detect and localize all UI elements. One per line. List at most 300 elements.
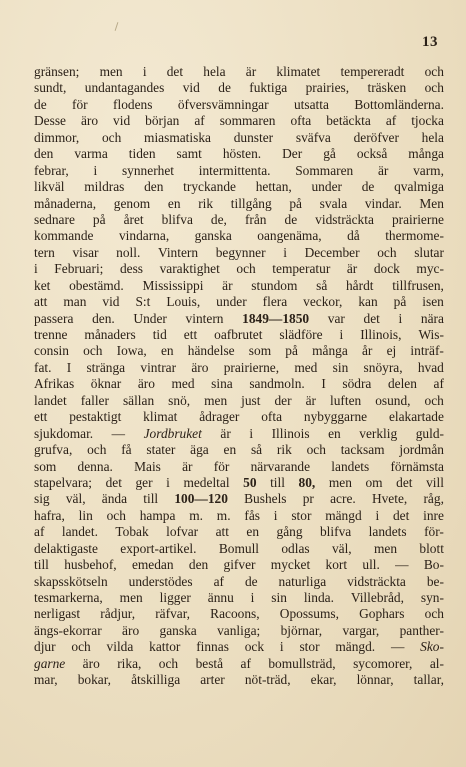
word: medeltal: [183, 474, 230, 490]
word: isen: [422, 294, 444, 310]
word: finnas: [196, 639, 229, 655]
word: sundt,: [34, 80, 67, 96]
word: hela: [421, 129, 444, 145]
word: ket: [34, 277, 51, 293]
word: Gophars: [359, 606, 405, 622]
word: hafra,: [34, 507, 65, 523]
word: en: [246, 524, 260, 540]
text-line: [34, 97, 444, 113]
word: och: [87, 442, 107, 458]
word: fuktiga: [249, 80, 288, 96]
word: många: [408, 146, 444, 162]
word: Bomull: [218, 540, 260, 556]
word: gifver: [223, 557, 256, 573]
word: tesmarkerna,: [34, 590, 103, 605]
word: panther-: [399, 622, 444, 638]
word: fat.: [34, 359, 52, 375]
word: tern: [34, 244, 55, 260]
word: kan: [358, 294, 378, 310]
word: sommaren: [219, 113, 276, 129]
word: af: [240, 655, 251, 671]
body-text: [34, 64, 444, 689]
word: stundom: [251, 277, 298, 293]
word: äro: [82, 655, 100, 671]
text-line: [34, 163, 444, 179]
word: Desse: [34, 113, 66, 129]
word: i: [273, 507, 278, 523]
word: Illinois,: [360, 327, 402, 342]
word: nerligast: [34, 606, 81, 622]
word: ofta: [290, 113, 312, 129]
text-line: [34, 311, 444, 327]
word: under: [216, 294, 247, 310]
word: genom: [113, 195, 151, 211]
word: guld-: [415, 425, 444, 441]
word: vilda: [106, 639, 134, 655]
word: ofta: [261, 409, 283, 425]
word: och: [377, 244, 397, 260]
word: den: [144, 179, 164, 195]
word: ett: [34, 409, 48, 425]
word: sednare: [34, 211, 75, 227]
word: sandmoln.: [249, 376, 305, 392]
word: acre.: [330, 491, 356, 507]
word: kattor: [149, 639, 181, 655]
text-line: [34, 557, 444, 573]
word: men: [328, 474, 352, 490]
word: räfvar,: [155, 606, 190, 622]
word: arter: [200, 672, 225, 688]
word: och: [306, 442, 326, 458]
word: elakartade: [388, 409, 444, 425]
word: bestå: [195, 655, 224, 671]
word: der: [274, 392, 292, 408]
word: 80,: [298, 474, 316, 490]
word: jordmån: [399, 442, 444, 458]
word: stapelvara;: [34, 474, 92, 490]
text-line: [34, 261, 444, 277]
word: man: [63, 294, 87, 310]
word: febrar,: [34, 162, 69, 178]
word: i: [142, 64, 147, 79]
word: är: [346, 261, 358, 277]
word: med: [171, 376, 195, 392]
word: tacksam: [340, 442, 385, 458]
word: hösten.: [222, 146, 262, 162]
word: linda.: [303, 590, 334, 605]
word: prairierne: [391, 211, 444, 227]
word: intermittenta.: [198, 162, 271, 178]
word: Jordbruket: [143, 425, 202, 441]
word: den: [188, 557, 209, 573]
word: rik: [276, 442, 292, 458]
text-line: [34, 524, 444, 540]
word: från: [244, 211, 267, 227]
text-line: [34, 64, 444, 80]
word: noll.: [116, 244, 141, 260]
word: men: [119, 590, 143, 605]
word: odlas: [281, 540, 310, 556]
word: en: [223, 442, 237, 458]
word: prairies,: [305, 80, 350, 96]
word: i: [34, 261, 38, 277]
word: är: [245, 64, 257, 79]
word: just: [241, 392, 261, 408]
word: begynner: [215, 244, 266, 260]
word: Vintern: [157, 244, 199, 260]
text-line: [34, 196, 444, 212]
word: garne: [34, 655, 66, 671]
word: utsatta: [293, 96, 329, 112]
word: sin: [332, 359, 349, 375]
word: att: [34, 294, 48, 310]
word: ekar,: [310, 672, 337, 688]
page-number: 13: [422, 34, 438, 50]
text-line: [34, 278, 444, 294]
word: mycket: [270, 557, 311, 573]
word: den.: [92, 310, 115, 326]
word: i: [398, 310, 403, 326]
word: undantagandes: [84, 80, 165, 96]
word: lin: [78, 507, 93, 523]
word: Bo-: [423, 557, 444, 573]
word: af: [385, 113, 397, 129]
word: vidsträckta: [347, 573, 406, 589]
word: de,: [210, 211, 227, 227]
word: ett: [183, 327, 198, 342]
word: kommande: [34, 228, 94, 244]
text-line: [34, 245, 444, 261]
word: 100—120: [174, 491, 228, 507]
word: väl,: [331, 540, 352, 556]
word: det: [392, 507, 410, 523]
word: Sommaren: [295, 162, 354, 178]
word: år: [361, 343, 373, 359]
word: till: [270, 474, 285, 490]
word: obestämd.: [69, 277, 124, 293]
word: öfversvämningar: [177, 96, 269, 112]
word: S:t: [135, 294, 151, 310]
word: gränsen;: [34, 64, 80, 79]
word: är: [182, 458, 193, 474]
word: Under: [133, 310, 167, 326]
word: svala: [319, 195, 348, 211]
word: al-: [429, 655, 444, 671]
word: osund,: [375, 392, 411, 408]
word: af: [433, 376, 444, 392]
pencil-mark: [115, 22, 119, 31]
word: till: [143, 491, 159, 507]
word: på: [393, 294, 407, 310]
word: bokar,: [77, 672, 112, 688]
text-line: [34, 179, 444, 195]
word: tjocka: [411, 113, 444, 129]
word: luften: [329, 392, 362, 408]
word: landet: [34, 392, 67, 408]
word: sjukdomar.: [34, 425, 94, 441]
word: dock: [373, 261, 400, 277]
word: för-: [424, 524, 444, 540]
word: landet.: [61, 524, 98, 540]
text-line: [34, 475, 444, 491]
word: tid: [152, 327, 167, 342]
word: de: [34, 96, 47, 112]
word: export-artikel.: [120, 540, 197, 556]
word: tillgång: [230, 195, 272, 211]
word: delaktigaste: [34, 540, 98, 556]
word: i: [250, 590, 255, 605]
word: myc-: [416, 261, 444, 277]
word: är: [222, 277, 233, 293]
word: I: [321, 376, 326, 392]
text-line: [34, 80, 444, 96]
word: ända: [101, 491, 128, 507]
text-line: [34, 574, 444, 590]
word: Bottomländerna.: [354, 96, 444, 112]
text-line: [34, 541, 444, 557]
word: landets: [331, 458, 370, 474]
word: ger: [135, 474, 153, 490]
word: stor: [299, 639, 320, 655]
word: Mississippi: [142, 277, 204, 293]
word: kort: [325, 557, 348, 573]
word: 50: [243, 474, 257, 490]
word: December: [304, 244, 360, 260]
word: inträf-: [410, 343, 444, 359]
word: så: [316, 277, 328, 293]
word: en: [328, 425, 341, 441]
word: af: [213, 573, 224, 589]
word: Hvete,: [371, 491, 408, 507]
word: björnar,: [280, 622, 323, 638]
word: miasmatiska: [144, 129, 211, 145]
word: lofvar: [166, 524, 199, 540]
word: förnämsta: [390, 458, 444, 474]
word: vill: [426, 474, 444, 490]
word: Iowa,: [116, 343, 147, 359]
word: ganska: [159, 622, 197, 638]
word: det: [363, 310, 380, 326]
word: det: [105, 474, 122, 490]
word: så: [250, 442, 263, 458]
word: till: [34, 557, 49, 573]
word: på: [285, 343, 298, 359]
word: oafbrutet: [214, 327, 263, 342]
word: tempereradt: [340, 64, 405, 79]
word: Louis,: [166, 294, 201, 310]
word: blott: [419, 540, 444, 556]
word: Villebråd,: [350, 590, 404, 605]
word: consin: [34, 343, 69, 359]
word: närvarande: [250, 458, 311, 474]
word: också: [356, 146, 388, 162]
word: och: [101, 129, 122, 145]
word: de: [284, 211, 298, 227]
word: är: [305, 392, 316, 408]
word: i: [249, 425, 254, 441]
word: råg,: [423, 491, 444, 507]
word: —: [111, 425, 126, 441]
word: understödes: [128, 573, 193, 589]
word: sin: [271, 590, 287, 605]
word: sväfva: [295, 129, 331, 145]
word: i: [166, 474, 170, 490]
word: ännu: [207, 590, 234, 605]
word: be-: [426, 573, 444, 589]
word: i: [339, 327, 344, 342]
word: flera: [262, 294, 288, 310]
word: varm,: [413, 162, 444, 178]
word: en: [160, 343, 174, 359]
word: mängd: [325, 507, 362, 523]
text-line: [34, 656, 444, 672]
word: deröfver: [353, 129, 399, 145]
word: stater: [146, 442, 176, 458]
word: ull.: [362, 557, 380, 573]
word: nöt-träd,: [244, 672, 291, 688]
word: som: [248, 343, 272, 359]
word: händelse: [187, 343, 235, 359]
word: månaders: [84, 327, 136, 342]
word: 1849—1850: [242, 310, 310, 326]
word: vintern: [185, 310, 224, 326]
word: nära: [420, 310, 444, 326]
word: faller: [80, 392, 109, 408]
word: grufva,: [34, 442, 73, 458]
word: sig: [34, 491, 50, 507]
word: Bushels: [244, 491, 287, 507]
word: hårdt: [345, 277, 374, 293]
text-line: [34, 146, 444, 162]
word: ådrager: [199, 409, 240, 425]
word: passera: [34, 310, 74, 326]
word: visar: [72, 244, 99, 260]
word: landets: [368, 524, 407, 540]
text-line: [34, 294, 444, 310]
word: månaderna,: [34, 195, 97, 211]
word: om: [365, 474, 383, 490]
word: betäckta: [326, 113, 371, 129]
word: och: [83, 343, 103, 359]
word: rådjur,: [100, 606, 136, 622]
word: lönnar,: [356, 672, 394, 688]
word: de: [244, 573, 258, 589]
word: vindarna,: [118, 228, 170, 244]
word: tillfrusen,: [392, 277, 444, 293]
word: för: [72, 96, 88, 112]
word: veckor,: [303, 294, 343, 310]
word: pr: [302, 491, 314, 507]
word: och: [106, 507, 126, 523]
word: åtskilliga: [131, 672, 181, 688]
word: verklig: [359, 425, 398, 441]
text-line: [34, 459, 444, 475]
text-line: [34, 491, 444, 507]
word: inre: [423, 507, 444, 523]
word: det: [396, 474, 413, 490]
word: ock: [244, 639, 265, 655]
word: bomullsträd,: [268, 655, 336, 671]
word: en: [167, 195, 181, 211]
word: rika,: [117, 655, 142, 671]
word: att: [215, 524, 229, 540]
word: ängs-ekorrar: [34, 622, 102, 638]
word: vargar,: [342, 622, 380, 638]
word: nybyggarne: [303, 409, 368, 425]
word: äro: [137, 376, 155, 392]
word: samt: [176, 146, 202, 162]
word: mar,: [34, 672, 58, 688]
word: Mais: [134, 458, 161, 474]
text-line: [34, 672, 444, 688]
word: som: [34, 458, 57, 474]
text-line: [34, 327, 444, 343]
word: vintrar: [140, 359, 177, 375]
word: gång: [276, 524, 303, 540]
word: thermome-: [385, 228, 444, 244]
word: och: [424, 64, 444, 79]
word: träsken: [367, 80, 407, 96]
text-line: [34, 426, 444, 442]
word: i: [93, 162, 98, 178]
word: klimatet: [276, 64, 321, 79]
word: och: [424, 80, 444, 96]
word: prairierne,: [223, 359, 280, 375]
word: sycomorer,: [353, 655, 413, 671]
word: tryckande: [183, 179, 236, 195]
word: då: [347, 228, 360, 244]
word: det: [166, 64, 184, 79]
word: Racoons,: [210, 606, 260, 622]
word: hela: [203, 64, 226, 79]
word: qvalmiga: [394, 179, 444, 195]
word: fås: [244, 507, 260, 523]
text-line: [34, 343, 444, 359]
text-line: [34, 409, 444, 425]
text-line: [34, 228, 444, 244]
word: hvad: [417, 359, 444, 375]
text-line: [34, 590, 444, 606]
word: slädföre: [279, 327, 323, 342]
word: Tobak: [115, 524, 149, 540]
word: de: [361, 179, 375, 195]
word: stor: [291, 507, 312, 523]
word: äga: [190, 442, 209, 458]
word: djur: [34, 639, 56, 655]
word: pestaktigt: [69, 409, 122, 425]
word: varaktighet: [159, 261, 220, 277]
word: af: [194, 113, 205, 129]
word: denna.: [77, 458, 113, 474]
word: dess: [119, 261, 144, 277]
word: synnerhet: [121, 162, 175, 178]
word: med: [294, 359, 318, 375]
word: temperatur: [272, 261, 331, 277]
word: blifva: [319, 524, 352, 540]
text-line: [34, 376, 444, 392]
word: trenne: [34, 327, 68, 342]
word: af: [34, 524, 45, 540]
word: vid: [113, 113, 131, 129]
word: —: [395, 557, 409, 573]
word: ej: [386, 343, 397, 359]
text-line: [34, 639, 444, 655]
word: tallar,: [413, 672, 444, 688]
word: rik: [198, 195, 214, 211]
word: och: [424, 392, 444, 408]
word: södra: [342, 376, 372, 392]
text-line: [34, 393, 444, 409]
